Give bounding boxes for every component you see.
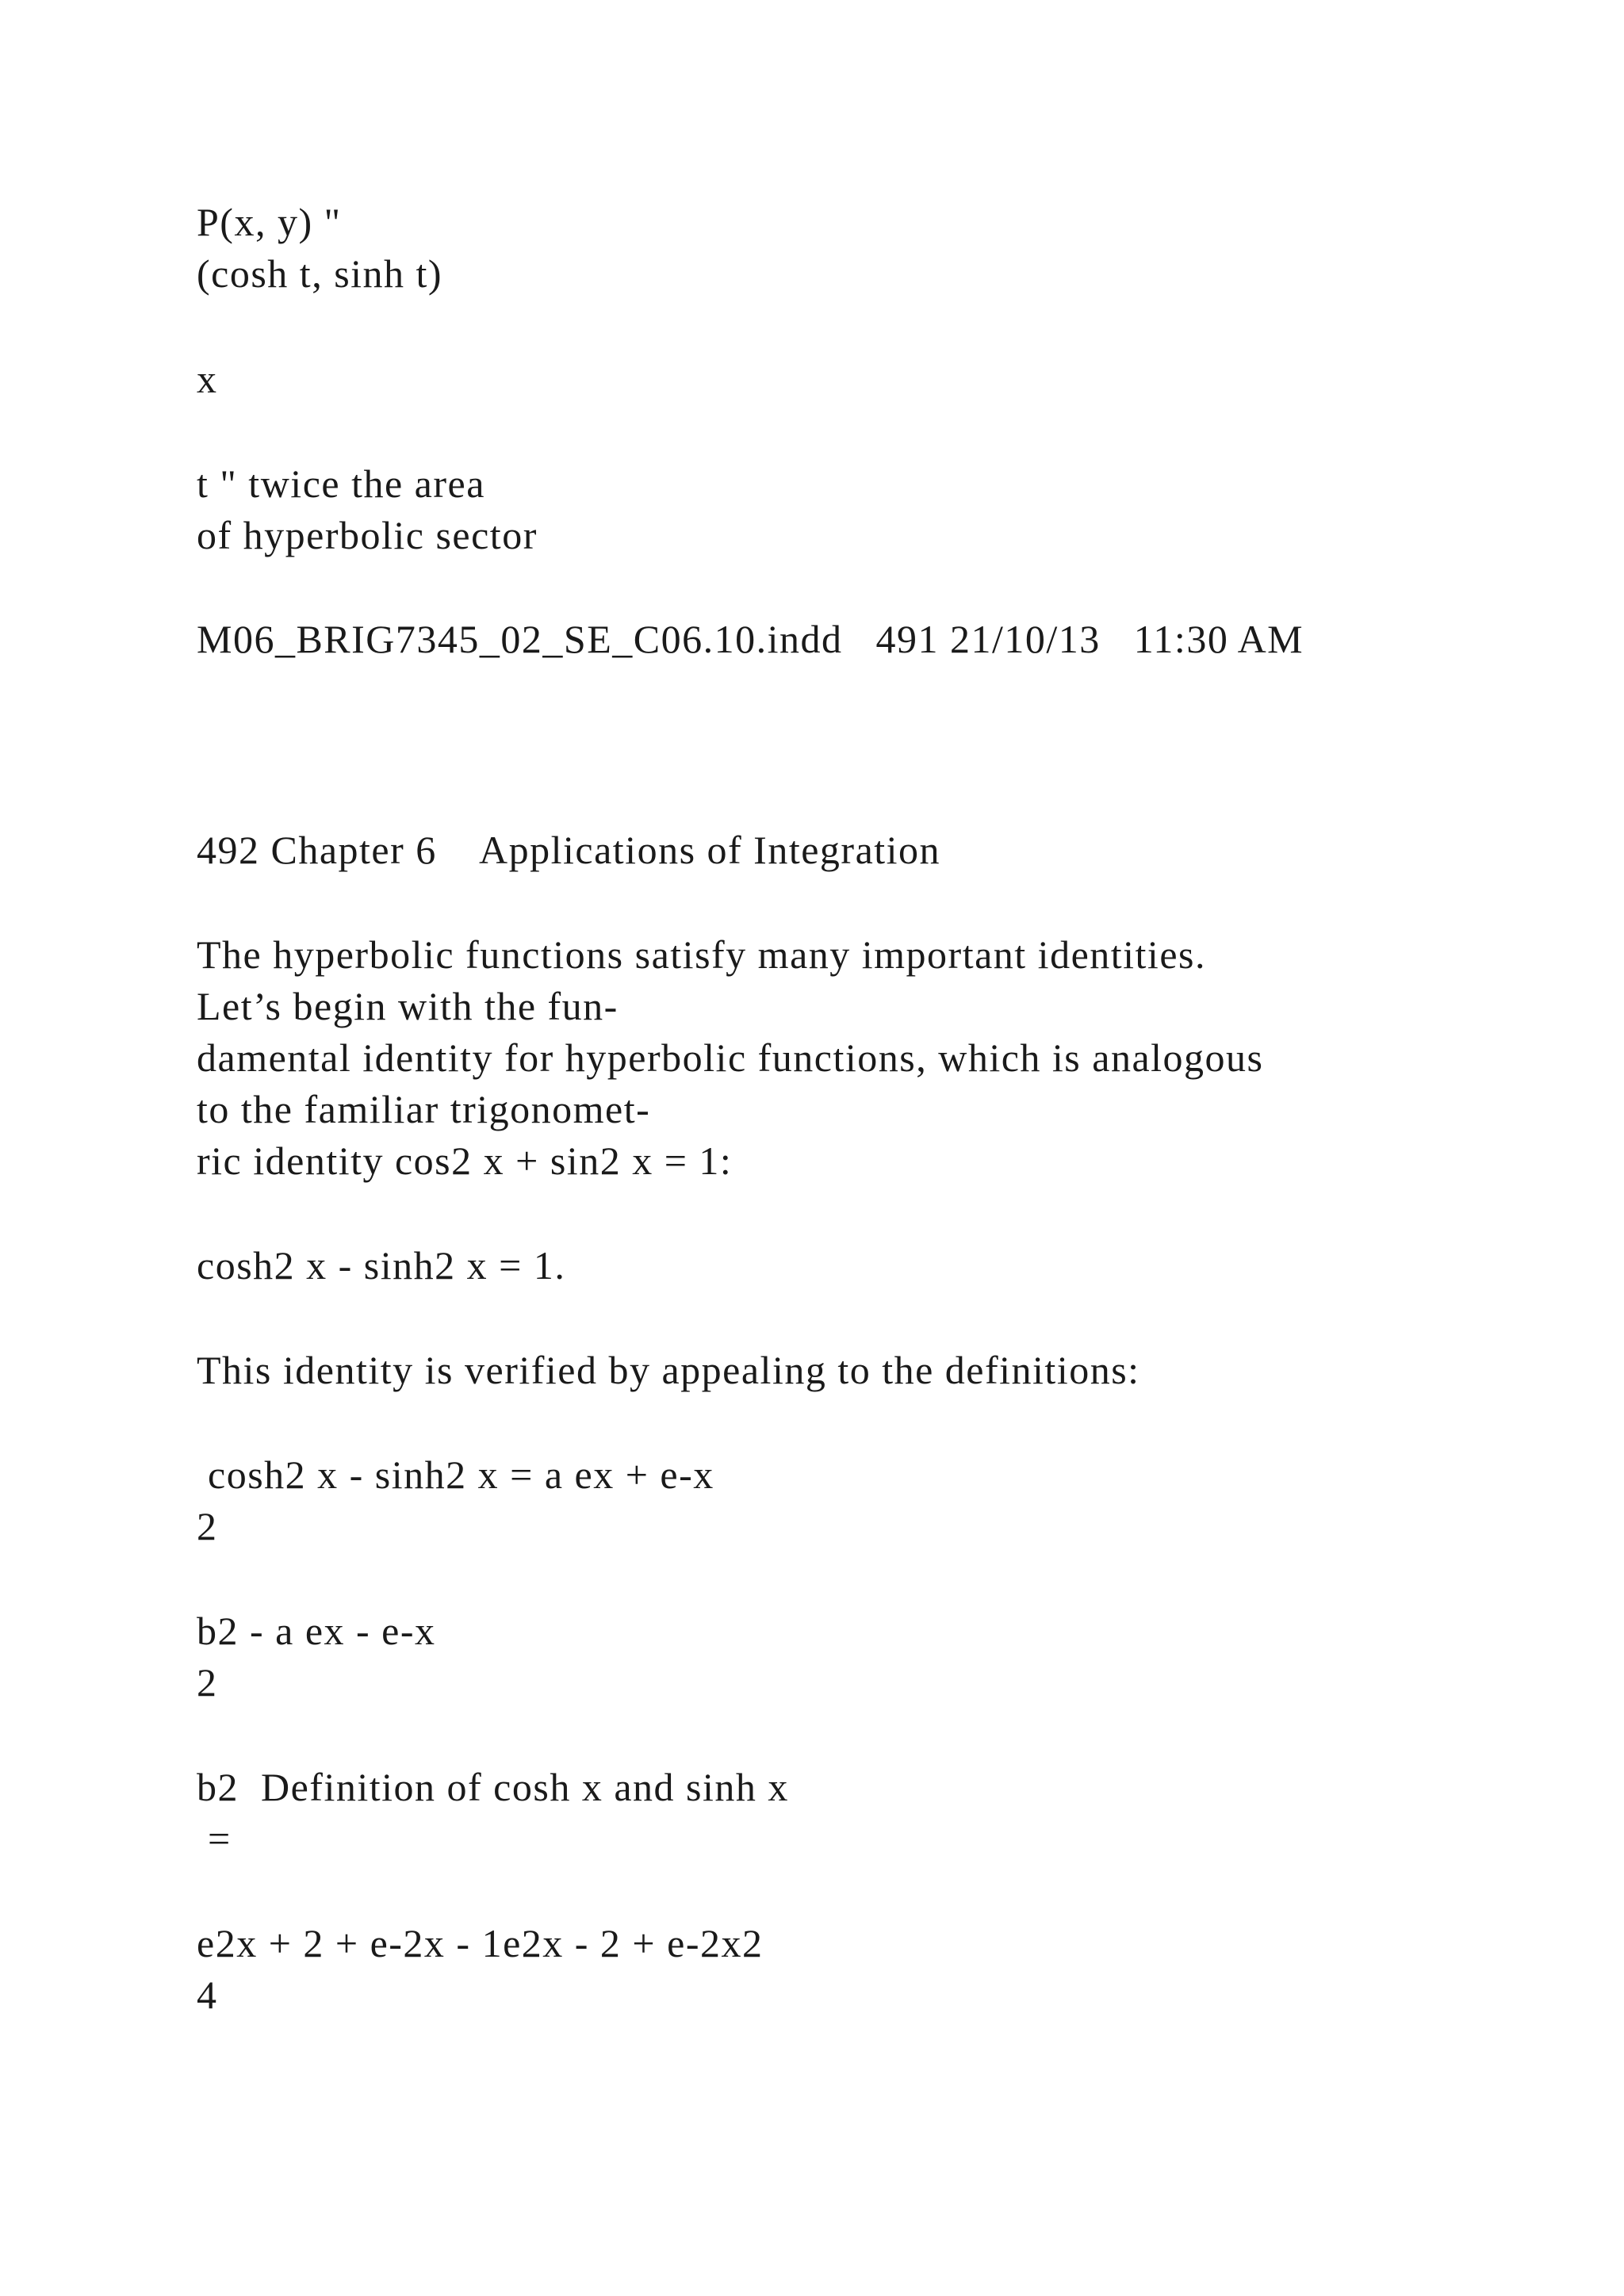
running-header: 492 Chapter 6 Applications of Integration: [197, 828, 941, 872]
page-slug-footer: M06_BRIG7345_02_SE_C06.10.indd 491 21/10/13 11:30 AM: [197, 617, 1304, 661]
figure-label-coordinates: (cosh t, sinh t): [197, 251, 443, 296]
body-text-line: ric identity cos2 x + sin2 x = 1:: [197, 1138, 733, 1183]
equation-equals: =: [197, 1816, 232, 1861]
body-text-line: Let’s begin with the fun-: [197, 984, 619, 1028]
figure-label-point: P(x, y) ": [197, 200, 342, 244]
equation-denominator: 2: [197, 1504, 218, 1548]
equation-denominator: 4: [197, 1973, 218, 2017]
equation-denominator: 2: [197, 1660, 218, 1705]
figure-label-sector: of hyperbolic sector: [197, 513, 538, 557]
figure-label-t: t " twice the area: [197, 461, 485, 506]
body-text-line: to the familiar trigonomet-: [197, 1087, 651, 1131]
identity-equation: cosh2 x - sinh2 x = 1.: [197, 1243, 566, 1288]
equation-line: e2x + 2 + e-2x - 1e2x - 2 + e-2x2: [197, 1921, 764, 1965]
equation-line: cosh2 x - sinh2 x = a ex + e-x: [197, 1452, 714, 1497]
equation-line: b2 - a ex - e-x: [197, 1609, 436, 1653]
figure-label-x-axis: x: [197, 357, 218, 401]
body-text-line: This identity is verified by appealing to the definitions:: [197, 1348, 1140, 1392]
body-text-line: The hyperbolic functions satisfy many important identities.: [197, 932, 1206, 977]
body-text-line: damental identity for hyperbolic functions, which is analogous: [197, 1035, 1264, 1080]
equation-annotation: b2 Definition of cosh x and sinh x: [197, 1765, 789, 1809]
